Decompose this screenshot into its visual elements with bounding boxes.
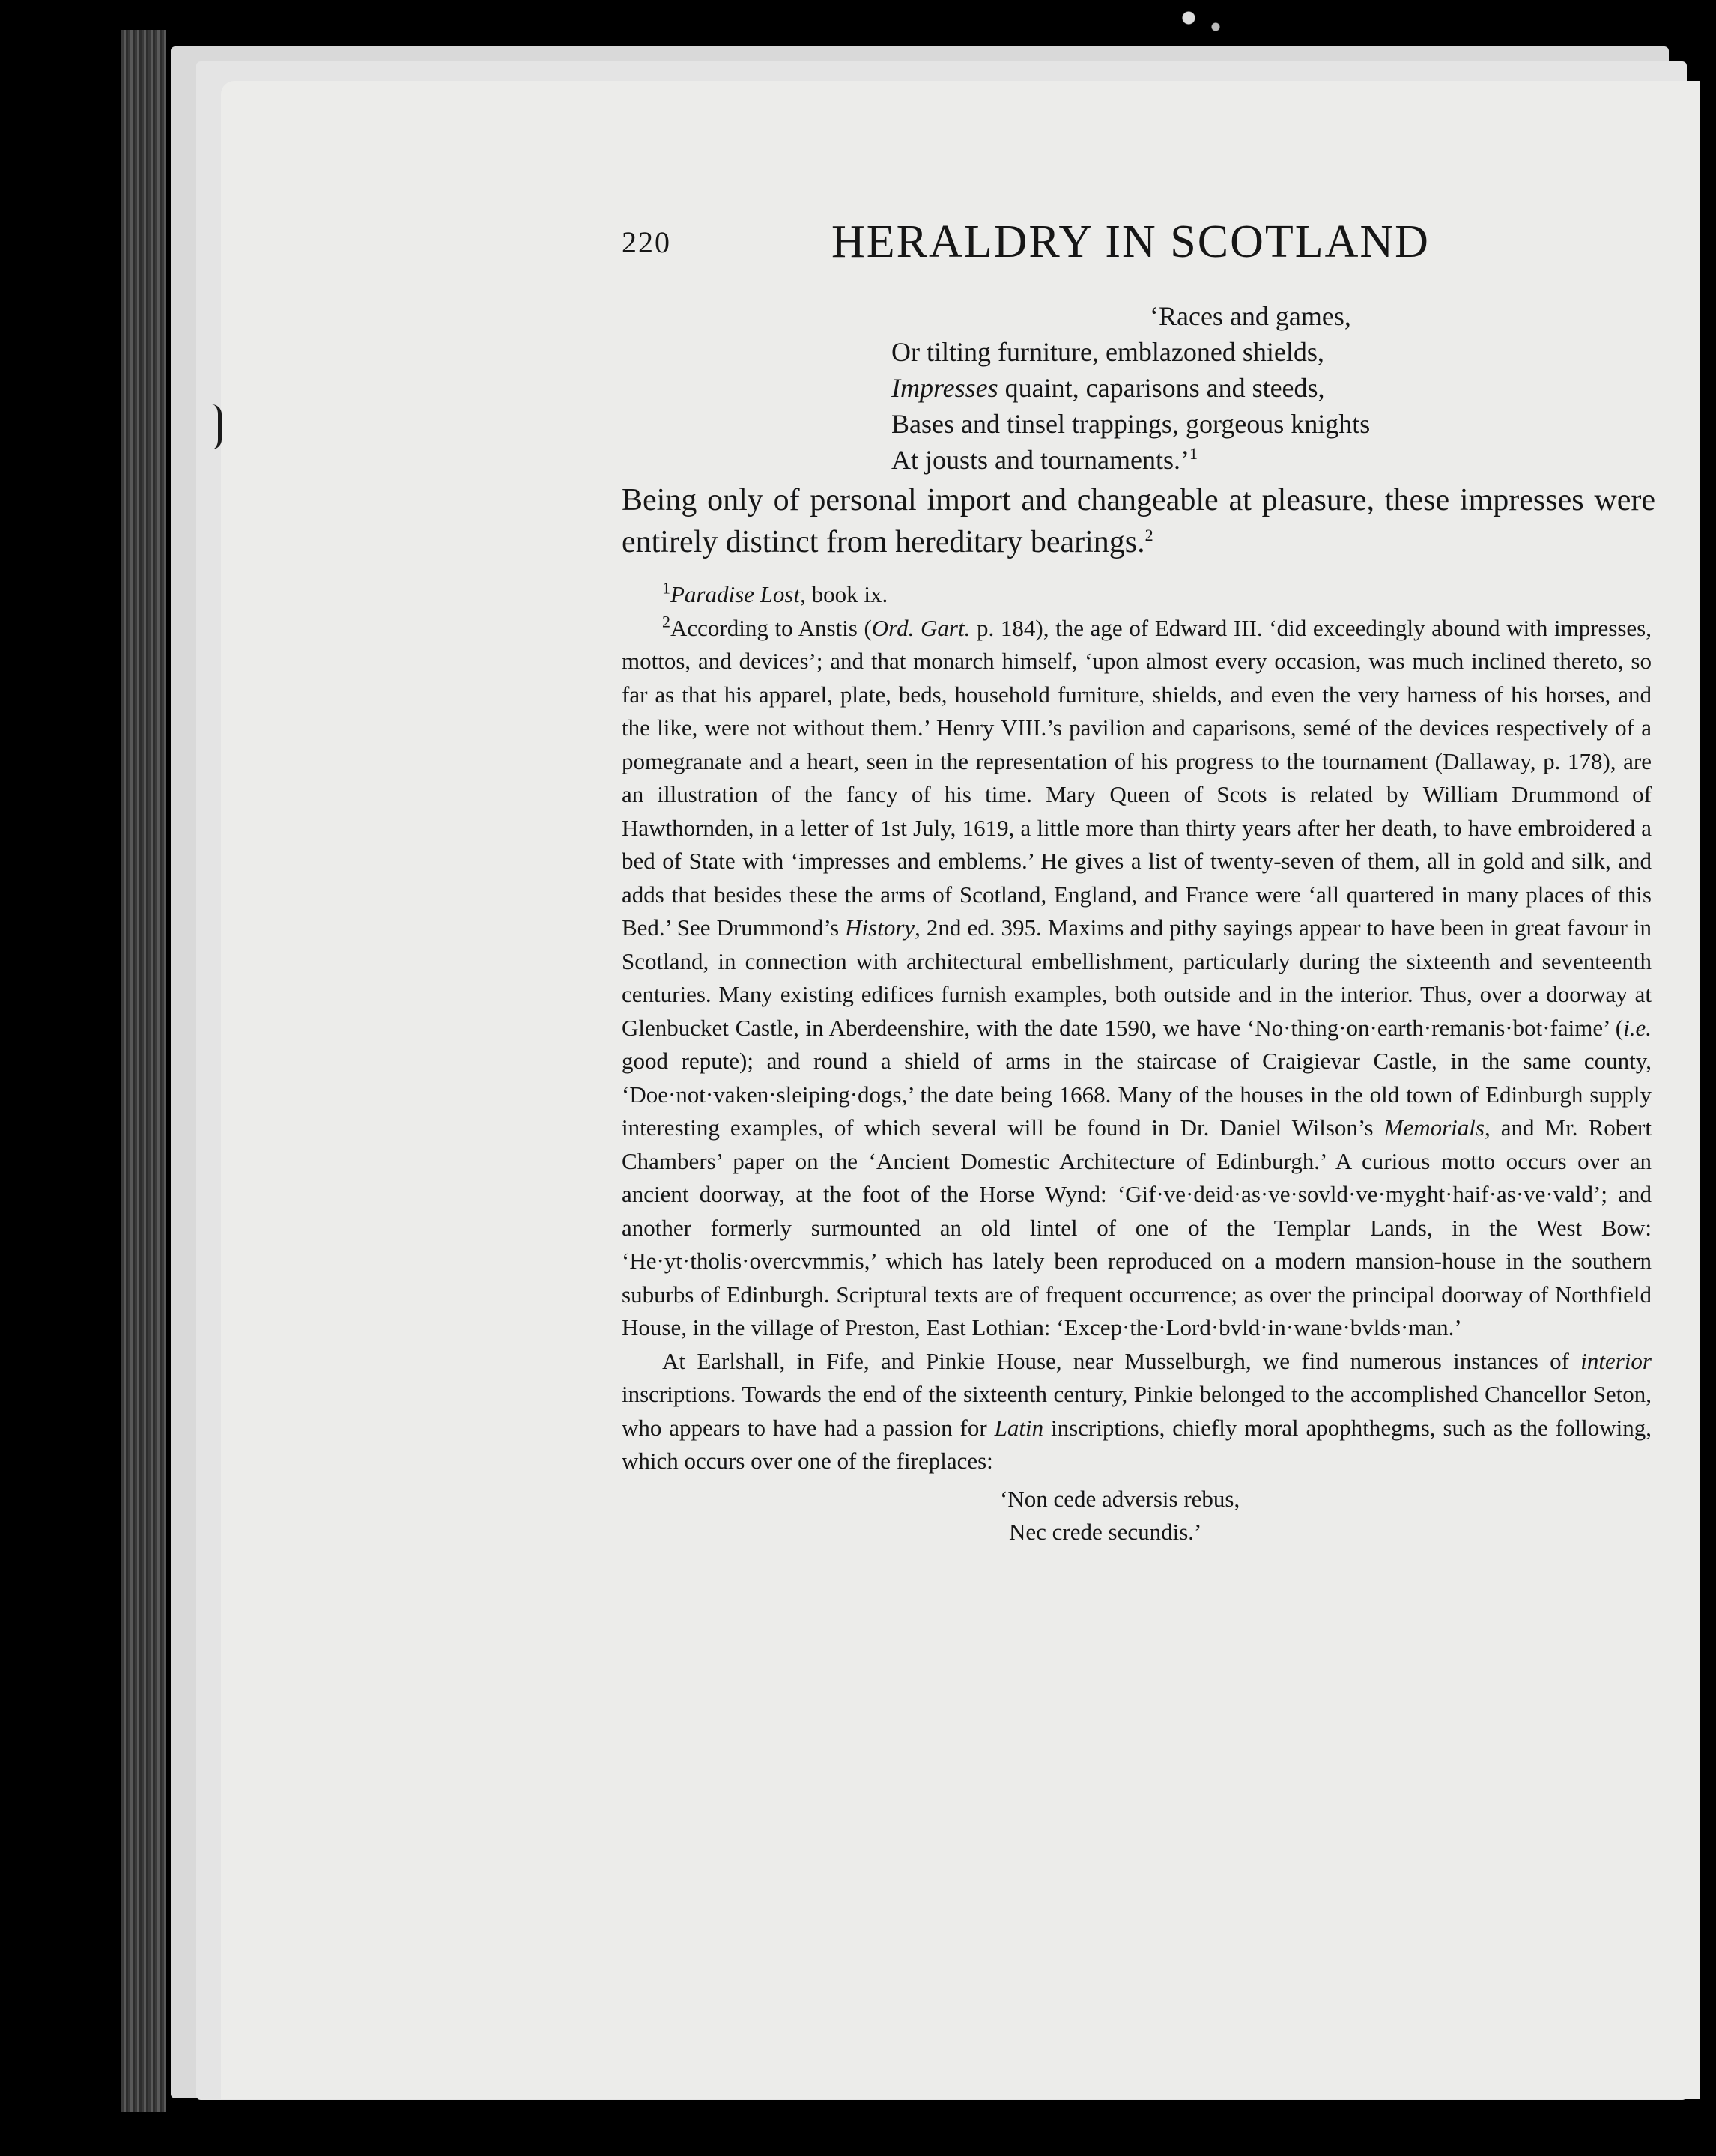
footnote-paragraph xyxy=(622,1345,1652,1478)
closing-verse-line: Nec crede secundis.’ xyxy=(1009,1518,1202,1545)
footnote-text: inscriptions, chiefly moral apophthegms, such as the following, which occurs over one of the fireplaces: xyxy=(622,1414,1652,1474)
footnote-italic: interior xyxy=(1580,1347,1652,1374)
verse-line-rest: quaint, caparisons and steeds, xyxy=(998,373,1325,403)
footnotes xyxy=(622,578,1652,1549)
verse-line: Or tilting furniture, emblazoned shields, xyxy=(891,337,1324,367)
verse-italic-word: Impresses xyxy=(891,373,998,403)
footnote-text: good repute); and round a shield of arms in the staircase of Craigievar Castle, in the same county, ‘Doe·not·vaken·sleiping·dogs,’ the date being 1668. Many of the houses in the old town of Edinburgh supply interesting examples, of which several will be found in Dr. Daniel Wilson’s xyxy=(622,1048,1652,1141)
footnote-mark: 1 xyxy=(662,578,670,598)
verse-quotation xyxy=(891,298,1461,478)
footnote-reference: 1 xyxy=(1189,444,1198,463)
running-head xyxy=(622,216,1453,268)
footnote-2 xyxy=(622,612,1652,1345)
footnote-reference: 2 xyxy=(1144,526,1153,544)
verse-line xyxy=(891,370,1461,406)
footnote-text: At Earlshall, in Fife, and Pinkie House, near Musselburgh, we find numerous instances of xyxy=(662,1347,1581,1374)
footnote-text: According to Anstis ( xyxy=(670,614,872,641)
lead-text: Being only of personal import and changeable at pleasure, these impresses were entirely distinct from hereditary bearings. xyxy=(622,483,1655,559)
footnote-text: , and Mr. Robert Chambers’ paper on the ‘Ancient Domestic Architecture of Edinburgh.’ A curious motto occurs over an ancient doorway, at the foot of the Horse Wynd: ‘Gif·ve·deid·as·ve·sovld·ve·myght·haif·as·ve·vald’; and another formerly surmounted an old lintel of one of the Templar Lands, in the West Bow: ‘He·yt·tholis·overcvmmis,’ which has lately been reproduced on a modern mansion-house in the southern suburbs of Edinburgh. Scriptural texts are of frequent occurrence; as over the principal doorway of Northfield House, in the village of Preston, East Lothian: ‘Excep·the·Lord·bvld·in·wane·bvlds·man.’ xyxy=(622,1114,1652,1340)
footnote-text: , book ix. xyxy=(800,581,888,607)
verse-line-text: At jousts and tournaments.’ xyxy=(891,445,1189,475)
verse-line xyxy=(891,442,1461,478)
footnote-text: p. 184), the age of Edward III. ‘did exceedingly abound with impresses, mottos, and devices’; and that monarch himself, ‘upon almost every occasion, was much inclined thereto, so far as that his apparel, plate, beds, household furniture, shields, and even the very harness of his horses, and the like, were not without them.’ Henry VIII.’s pavilion and caparisons, semé of the devices respectively of a pomegranate and a heart, seen in the representation of his progress to the tournament (Dallaway, p. 178), are an illustration of the fancy of his time. Mary Queen of Scots is related by William Drummond of Hawthornden, in a letter of 1st July, 1619, a little more than thirty years after her death, to have embroidered a bed of State with ‘impresses and emblems.’ He gives a list of twenty-seven of them, all in gold and silk, and adds that besides these the arms of Scotland, England, and France were ‘all quartered in many places of this Bed.’ See Drummond’s xyxy=(622,614,1652,941)
verse-line: ‘Races and games, xyxy=(1150,301,1351,331)
footnote-italic: Latin xyxy=(994,1414,1044,1441)
footnote-italic: Ord. Gart. xyxy=(871,614,971,641)
footnote-1 xyxy=(622,578,1652,612)
page-edge-mark xyxy=(212,404,222,449)
footnote-text: inscriptions. Towards the end of the sixteenth century, Pinkie belonged to the accomplished Chancellor Seton, who appears to have had a passion for xyxy=(622,1381,1652,1441)
lead-paragraph xyxy=(622,479,1655,563)
footnote-title: Paradise Lost xyxy=(670,581,801,607)
verse-line: Bases and tinsel trappings, gorgeous knights xyxy=(891,409,1371,439)
closing-verse-line: ‘Non cede adversis rebus, xyxy=(1000,1485,1240,1512)
footnote-italic: Memorials xyxy=(1383,1114,1485,1141)
running-title: HERALDRY IN SCOTLAND xyxy=(831,216,1430,267)
footnote-text: , 2nd ed. 395. Maxims and pithy sayings appear to have been in great favour in Scotland, in connection with architectural embellishment, particularly during the sixteenth and seventeenth centuries. Many existing edifices furnish examples, both outside and in the interior. Thus, over a doorway at Glenbucket Castle, in Aberdeenshire, with the date 1590, we have ‘No·thing·on·earth·remanis·bot·faime’ ( xyxy=(622,914,1652,1041)
scan-speck xyxy=(1168,0,1236,45)
page-number: 220 xyxy=(622,225,671,259)
footnote-mark: 2 xyxy=(662,612,670,631)
footnote-italic: History xyxy=(845,914,915,941)
closing-verse xyxy=(622,1483,1652,1549)
book-spine-edge xyxy=(121,30,166,2112)
footnote-italic: i.e. xyxy=(1623,1014,1652,1041)
